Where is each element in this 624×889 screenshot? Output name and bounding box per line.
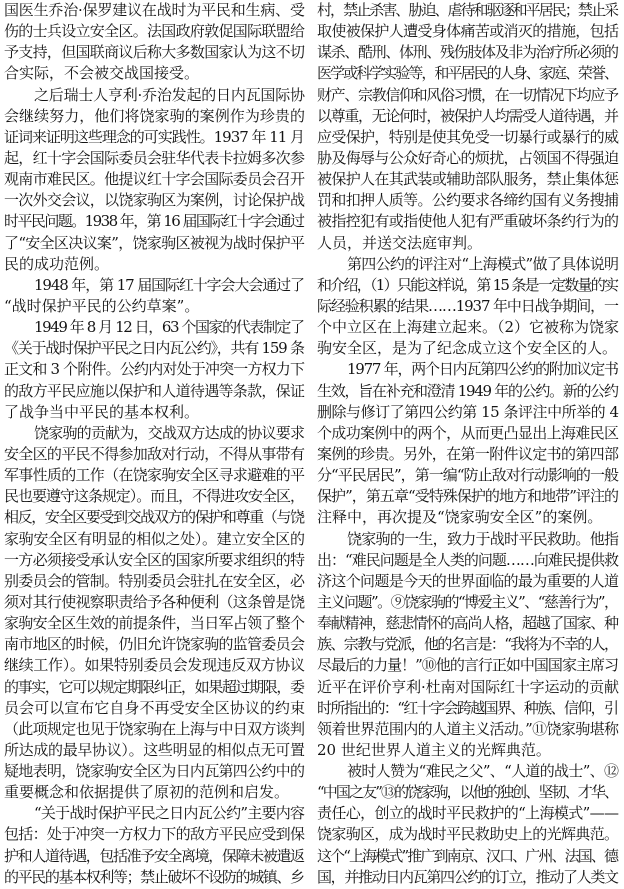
text-line: 予支持，但国联商议后称大多数国家认为这不切 [4, 43, 305, 62]
text-line: 人员，并送交法庭审判。 [317, 233, 483, 252]
text-line: 财产、宗教信仰和风俗习惯，在一切情况下均应予 [317, 85, 618, 104]
paragraph [4, 317, 305, 423]
text-line: 的平民的基本权利等；禁止破坏不设防的城镇、乡 [4, 867, 304, 886]
text-line: 观南市难民区。他提议红十字会国际委员会召开 [4, 170, 305, 189]
text-line: 军事性质的工作（在饶家驹安全区寻求避难的平 [4, 466, 305, 485]
text-line: 民也要遵守这条规定）。而且，不得进攻安全区， [4, 487, 304, 506]
text-line: 被指控犯有或指使他人犯有严重破坏条约行为的 [317, 212, 619, 231]
text-line: 案例的珍贵。另外，在第一附件议定书的第四部 [317, 444, 619, 463]
text-line: “中国之友”⑬的饶家驹，以他的独创、坚韧、才华、 [317, 783, 618, 802]
text-line: 一次外交会议，以饶家驹区为案例，讨论保护战 [4, 191, 305, 210]
left-column [4, 0, 305, 888]
text-line: “战时保护平民的公约草案”。 [4, 296, 200, 315]
text-line: 所达成的最早协议）。这些明显的相似点无可置 [4, 740, 305, 759]
text-line: 取使被保护人遭受身体痛苦或消灭的措施，包括 [317, 22, 619, 41]
text-line: 济这个问题是今天的世界面临的最为重要的人道 [317, 571, 619, 590]
text-line: 生效，旨在补充和澄清 1949 年的公约。新的公约 [317, 381, 618, 400]
text-line: 须对其行使视察职责给予各种便利（这条曾是饶 [4, 592, 305, 611]
text-line: 国，并推动日内瓦第四公约的订立，推动了人类文 [317, 867, 618, 886]
text-line: 饶家驹的一生，致力于战时平民救助。他指 [347, 529, 619, 548]
text-line: 尽最后的力量！”⑩他的言行正如中国国家主席习 [317, 656, 619, 675]
paragraph [4, 423, 305, 804]
text-line: 村，禁止杀害、胁迫、虐待和驱逐和平居民；禁止采 [317, 1, 618, 19]
text-line: 《关于战时保护平民之日内瓦公约》，共有 159 条 [4, 339, 304, 358]
right-column [317, 0, 619, 888]
text-line: 被保护人在其武装或辅助部队服务，禁止集体惩 [317, 170, 619, 189]
text-line: 和介绍，（1）只能这样说，第 15 条是一定数量的实 [317, 275, 618, 294]
text-line: 被时人赞为“难民之父”、“人道的战士”、⑫ [347, 762, 619, 781]
text-line: 重要概念和依据提供了原初的范例和启发。 [4, 783, 290, 802]
paragraph [317, 0, 619, 254]
text-line: 近平在评价亨利·杜南对国际红十字运动的贡献 [317, 677, 619, 696]
text-line: 的敌方平民应施以保护和人道待遇等条款，保证 [4, 381, 305, 400]
text-line: 罚和扣押人质等。公约要求各缔约国有义务搜捕 [317, 191, 619, 210]
text-line: 伤的士兵设立安全区。法国政府敦促国际联盟给 [4, 22, 305, 41]
text-line: 驹安全区，是为了纪念成立这个安全区的人。 [317, 339, 618, 358]
text-line: 起，红十字会国际委员会驻华代表卡拉姆多次参 [4, 148, 305, 167]
text-line: 删除与修订了第四公约第 15 条评注中所举的 4 [317, 402, 619, 421]
paragraph [317, 529, 619, 762]
text-line: “关于战时保护平民之日内瓦公约”主要内容 [34, 804, 305, 823]
text-line: 际经验积累的结果……1937 年中日战争期间，一 [317, 296, 618, 315]
text-line: 奉献精神，慈悲情怀的高尚人格，超越了国家、种 [317, 614, 618, 633]
paragraph [4, 275, 305, 317]
text-line: 员会可以宣布它自身不再受安全区协议的约束 [4, 698, 305, 717]
text-line: 主义问题”。⑨饶家驹的“博爱主义”、“慈善行为”， [317, 592, 618, 611]
text-line: 1977 年，两个日内瓦第四公约的附加议定书 [347, 360, 618, 379]
paragraph [4, 0, 305, 85]
text-line: 之后瑞士人亨利·乔治发起的日内瓦国际协 [34, 85, 305, 104]
text-line: 家驹安全区有明显的相似之处）。建立安全区的 [4, 529, 305, 548]
text-line: 第四公约的评注对“上海模式”做了具体说明 [347, 254, 619, 273]
text-line: 包括：处于冲突一方权力下的敌方平民应受到保 [4, 825, 305, 844]
text-line: 证词来证明这些理念的可实践性。1937 年 11 月 [4, 127, 304, 146]
text-line: 注释中，再次提及“饶家驹安全区”的案例。 [317, 508, 603, 527]
text-line: 个成功案例中的两个，从而更凸显出上海难民区 [317, 423, 619, 442]
text-line: 1948 年，第 17 届国际红十字会大会通过了 [34, 275, 304, 294]
text-line: 疑地表明，饶家驹安全区为日内瓦第四公约中的 [4, 762, 305, 781]
text-line: 胁及侮辱与公众好奇心的烦扰，占领国不得强迫 [317, 148, 619, 167]
text-line: 族、宗教与党派，他的名言是：“我将为不幸的人， [317, 635, 618, 654]
text-line: 1949 年 8 月 12 日，63 个国家的代表制定了 [34, 318, 304, 337]
text-line: 了“安全区决议案”，饶家驹区被视为战时保护平 [4, 233, 305, 252]
paragraph [317, 254, 619, 360]
paragraph [317, 761, 619, 888]
text-line: 应受保护，特别是使其免受一切暴行或暴行的威 [317, 127, 619, 146]
text-line: 继续工作）。如果特别委员会发现违反双方协议 [4, 656, 305, 675]
text-line: 分“平民居民”，第一编“防止敌对行动影响的一般 [317, 466, 619, 485]
paragraph [317, 359, 619, 528]
text-line: 正文和 3 个附件。公约内对处于冲突一方权力下 [4, 360, 305, 379]
text-line: 相反，安全区要受到交战双方的保护和尊重（与饶 [4, 508, 304, 527]
text-line: 民的成功范例。 [4, 254, 110, 273]
text-line: 会继续努力，他们将饶家驹的案例作为珍贵的 [4, 106, 305, 125]
text-line: 南市地区的时候，仍旧允许饶家驹的监管委员会 [4, 635, 305, 654]
text-line: 时平民问题。1938 年，第 16 届国际红十字会通过 [4, 212, 304, 231]
text-line: 时所指出的：“红十字会跨越国界、种族、信仰，引 [317, 698, 618, 717]
text-line: 出：“难民问题是全人类的问题……向难民提供救 [317, 550, 619, 569]
text-line: 以尊重，无论何时，被保护人均需受人道待遇，并 [317, 106, 618, 125]
text-line: 医学或科学实验等，和平居民的人身、家庭、荣誉、 [317, 64, 618, 83]
text-line: 一方必须接受承认安全区的国家所要求组织的特 [4, 550, 305, 569]
text-line: 谋杀、酷刑、体刑、残伤肢体及非为治疗所必须的 [317, 43, 618, 62]
text-line: 了战争当中平民的基本权利。 [4, 402, 200, 421]
text-line: 领着世界范围内的人道主义活动。”⑪饶家驹堪称 [317, 719, 619, 738]
text-line: 饶家驹的贡献为，交战双方达成的协议要求 [34, 423, 305, 442]
text-line: （此项规定也见于饶家驹在上海与中日双方谈判 [4, 719, 305, 738]
text-line: 责任心，创立的战时平民救护的“上海模式”—— [317, 804, 619, 823]
text-line: 的事实，它可以规定期限纠正，如果超过期限，委 [4, 677, 304, 696]
text-line: 合实际，不会被交战国接受。 [4, 64, 200, 83]
text-line: 20 世纪世界人道主义的光辉典范。 [317, 740, 551, 759]
text-line: 保护”，第五章“受特殊保护的地方和地带”评注的 [317, 487, 619, 506]
text-line: 家驹安全区生效的前提条件，当日军占领了整个 [4, 614, 305, 633]
text-line: 饶家驹区，成为战时平民救助史上的光辉典范。 [317, 825, 619, 844]
text-line: 别委员会的管制。特别委员会驻扎在安全区，必 [4, 571, 305, 590]
paragraph [4, 803, 305, 888]
text-line: 这个“上海模式”推广到南京、汉口、广州、法国、德 [317, 846, 618, 865]
text-line: 护和人道待遇，包括准予安全离境，保障未被遣返 [4, 846, 304, 865]
text-line: 国医生乔治·保罗建议在战时为平民和生病、受 [4, 1, 305, 19]
paragraph [4, 85, 305, 275]
text-line: 安全区的平民不得参加敌对行动，不得从事带有 [4, 444, 305, 463]
text-line: 个中立区在上海建立起来。（2）它被称为饶家 [317, 318, 619, 337]
